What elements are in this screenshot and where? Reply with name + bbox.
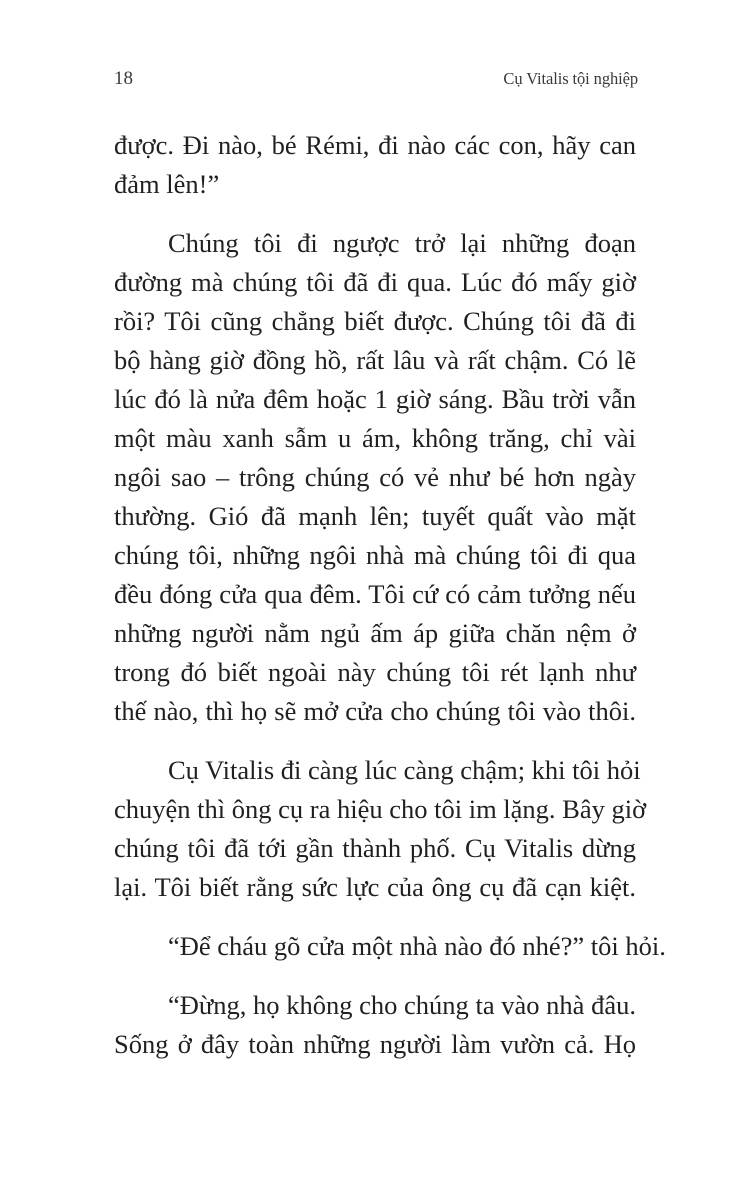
page-number: 18 — [114, 68, 133, 89]
chapter-title: Cụ Vitalis tội nghiệp — [503, 69, 638, 88]
paragraph — [114, 751, 647, 907]
text-line: đường mà chúng tôi đã đi qua. Lúc đó mấy giờ — [114, 267, 636, 297]
paragraph-dialogue — [114, 986, 636, 1064]
text-line: Sống ở đây toàn những người làm vườn cả. Họ — [114, 1029, 636, 1059]
text-line: thường. Gió đã mạnh lên; tuyết quất vào mặt — [114, 501, 636, 531]
text-line: Cụ Vitalis đi càng lúc càng chậm; khi tôi hỏi — [168, 755, 641, 785]
text-line: trong đó biết ngoài này chúng tôi rét lạnh như — [114, 657, 636, 687]
text-line: những người nằm ngủ ấm áp giữa chăn nệm ở — [114, 618, 636, 648]
text-line: chúng tôi đã tới gần thành phố. Cụ Vitalis dừng — [114, 833, 636, 863]
text-line: chuyện thì ông cụ ra hiệu cho tôi im lặng. Bây giờ — [114, 794, 647, 824]
text-line: ngôi sao – trông chúng có vẻ như bé hơn ngày — [114, 462, 636, 492]
paragraph-dialogue — [114, 927, 666, 966]
body-text — [114, 126, 666, 1084]
text-line: rồi? Tôi cũng chẳng biết được. Chúng tôi đã đi — [114, 306, 636, 336]
running-header — [114, 68, 638, 96]
text-line: lúc đó là nửa đêm hoặc 1 giờ sáng. Bầu trời vẫn — [114, 384, 636, 414]
text-line: Chúng tôi đi ngược trở lại những đoạn — [168, 228, 636, 258]
text-line: “Đừng, họ không cho chúng ta vào nhà đâu. — [168, 990, 636, 1020]
text-line: được. Đi nào, bé Rémi, đi nào các con, hãy can — [114, 130, 636, 160]
text-line: một màu xanh sẫm u ám, không trăng, chỉ vài — [114, 423, 636, 453]
text-line: thế nào, thì họ sẽ mở cửa cho chúng tôi vào thôi. — [114, 696, 636, 726]
text-line: chúng tôi, những ngôi nhà mà chúng tôi đi qua — [114, 540, 636, 570]
text-line: đều đóng cửa qua đêm. Tôi cứ có cảm tưởng nếu — [114, 579, 636, 609]
text-line: bộ hàng giờ đồng hồ, rất lâu và rất chậm. Có lẽ — [114, 345, 636, 375]
text-line: lại. Tôi biết rằng sức lực của ông cụ đã cạn kiệt. — [114, 872, 636, 902]
paragraph — [114, 224, 636, 731]
text-line: “Để cháu gõ cửa một nhà nào đó nhé?” tôi hỏi. — [168, 931, 666, 961]
text-line: đảm lên!” — [114, 169, 220, 199]
paragraph-continuation — [114, 126, 636, 204]
